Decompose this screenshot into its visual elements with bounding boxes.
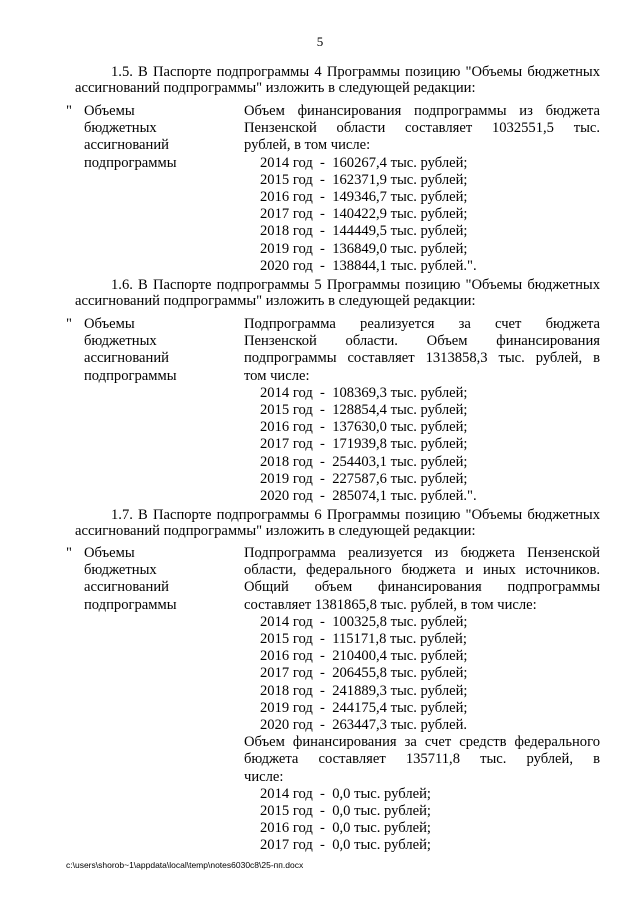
value-line: Пензенской области составляет 1032551,5 тыс. — [244, 120, 600, 137]
value-line: том числе: — [244, 367, 310, 384]
value-line: Подпрограмма реализуется за счет бюджета — [244, 316, 600, 332]
label-line: бюджетных — [84, 562, 157, 579]
label-line: ассигнований — [84, 137, 169, 154]
year-line: 2017 год - 206455,8 тыс. рублей; — [260, 665, 468, 682]
file-path-footer: c:\users\shorob~1\appdata\local\temp\notes6030c8\25-пп.docx — [66, 860, 304, 870]
page-number: 5 — [316, 34, 324, 49]
year-line: 2017 год - 0,0 тыс. рублей; — [260, 837, 431, 854]
intro-line: 1.5. В Паспорте подпрограммы 4 Программы позицию "Объемы бюджетных — [111, 64, 600, 80]
intro-line: ассигнований подпрограммы" изложить в следующей редакции: — [75, 523, 476, 539]
year-line: 2014 год - 0,0 тыс. рублей; — [260, 785, 431, 802]
value-line: Подпрограмма реализуется из бюджета Пензенской — [244, 545, 600, 561]
position-value — [244, 545, 600, 855]
position-value — [244, 316, 600, 505]
year-line: 2014 год - 100325,8 тыс. рублей; — [260, 613, 468, 630]
label-line: Объемы — [84, 545, 135, 561]
year-line: 2016 год - 137630,0 тыс. рублей; — [260, 419, 468, 436]
label-line: ассигнований — [84, 350, 169, 367]
intro-line: ассигнований подпрограммы" изложить в следующей редакции: — [75, 293, 476, 309]
intro-line: ассигнований подпрограммы" изложить в следующей редакции: — [75, 80, 476, 96]
open-quote: " — [66, 103, 72, 119]
year-line: 2014 год - 160267,4 тыс. рублей; — [260, 154, 468, 171]
year-line: 2015 год - 162371,9 тыс. рублей; — [260, 171, 468, 188]
year-line: 2016 год - 210400,4 тыс. рублей; — [260, 648, 468, 665]
position-label — [84, 103, 224, 172]
value-line: Объем финансирования подпрограммы из бюджета — [244, 103, 600, 119]
value-line: подпрограммы составляет 1313858,3 тыс. рублей, в — [244, 350, 600, 367]
value-line: Общий объем финансирования подпрограммы — [244, 579, 600, 596]
intro-line: 1.6. В Паспорте подпрограммы 5 Программы позицию "Объемы бюджетных — [111, 277, 600, 293]
position-label — [84, 316, 224, 385]
year-line: 2018 год - 144449,5 тыс. рублей; — [260, 223, 468, 240]
value-line: составляет 1381865,8 тыс. рублей, в том числе: — [244, 596, 537, 613]
year-line: 2020 год - 263447,3 тыс. рублей. — [260, 717, 468, 734]
section-intro-1-5 — [75, 64, 600, 96]
label-line: Объемы — [84, 103, 135, 119]
year-line: 2020 год - 285074,1 тыс. рублей.". — [260, 488, 477, 505]
year-line: 2015 год - 115171,8 тыс. рублей; — [260, 631, 467, 648]
label-line: бюджетных — [84, 333, 157, 350]
value-line: рублей, в том числе: — [244, 137, 371, 154]
year-line: 2019 год - 244175,4 тыс. рублей; — [260, 699, 468, 716]
year-line: 2019 год - 136849,0 тыс. рублей; — [260, 240, 468, 257]
value-line: Пензенской области. Объем финансирования — [244, 333, 600, 350]
year-line: 2020 год - 138844,1 тыс. рублей.". — [260, 257, 477, 274]
position-value — [244, 103, 600, 275]
label-line: бюджетных — [84, 120, 157, 137]
year-line: 2015 год - 0,0 тыс. рублей; — [260, 803, 431, 820]
year-line: 2017 год - 171939,8 тыс. рублей; — [260, 436, 468, 453]
label-line: подпрограммы — [84, 154, 177, 171]
year-line: 2019 год - 227587,6 тыс. рублей; — [260, 470, 468, 487]
section-intro-1-6 — [75, 277, 600, 309]
year-line: 2017 год - 140422,9 тыс. рублей; — [260, 206, 468, 223]
section-intro-1-7 — [75, 507, 600, 539]
year-line: 2014 год - 108369,3 тыс. рублей; — [260, 384, 468, 401]
open-quote: " — [66, 545, 72, 561]
year-line: 2016 год - 149346,7 тыс. рублей; — [260, 189, 468, 206]
label-line: Объемы — [84, 316, 135, 332]
value-line: бюджета составляет 135711,8 тыс. рублей, в — [244, 751, 600, 768]
label-line: подпрограммы — [84, 367, 177, 384]
label-line: ассигнований — [84, 579, 169, 596]
year-line: 2018 год - 241889,3 тыс. рублей; — [260, 682, 468, 699]
open-quote: " — [66, 316, 72, 332]
position-label — [84, 545, 224, 614]
value-line: числе: — [244, 768, 284, 785]
value-line: области, федерального бюджета и иных источников. — [244, 562, 600, 579]
year-line: 2018 год - 254403,1 тыс. рублей; — [260, 453, 468, 470]
year-line: 2016 год - 0,0 тыс. рублей; — [260, 820, 431, 837]
intro-line: 1.7. В Паспорте подпрограммы 6 Программы позицию "Объемы бюджетных — [111, 507, 600, 523]
label-line: подпрограммы — [84, 596, 177, 613]
value-line: Объем финансирования за счет средств федерального — [244, 734, 600, 751]
year-line: 2015 год - 128854,4 тыс. рублей; — [260, 402, 468, 419]
